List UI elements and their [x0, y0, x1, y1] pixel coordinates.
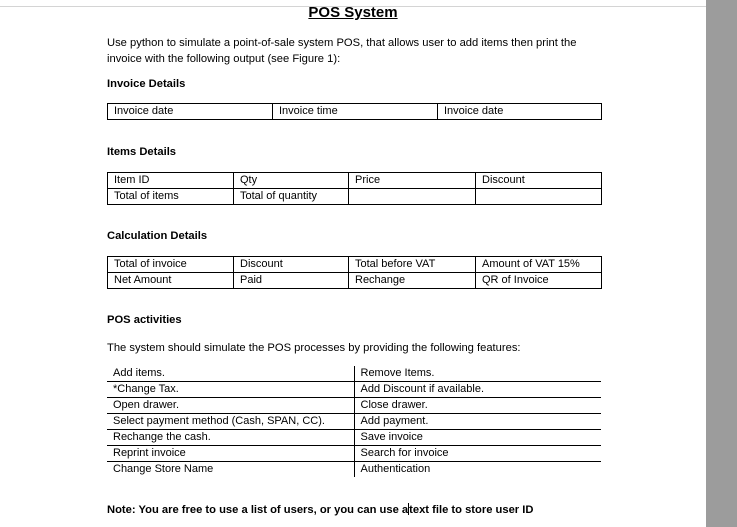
- intro-line-1: Use python to simulate a point-of-sale system POS, that allows user to add items then print the: [107, 37, 577, 49]
- table-cell: Invoice time: [273, 104, 438, 120]
- feature-cell: Reprint invoice: [107, 446, 354, 462]
- feature-cell: Open drawer.: [107, 398, 354, 414]
- table-row: [107, 462, 601, 478]
- calculation-details-heading: Calculation Details: [107, 230, 208, 242]
- table-cell: QR of Invoice: [476, 273, 602, 289]
- feature-cell: Authentication: [360, 463, 431, 475]
- table-cell: Paid: [234, 273, 349, 289]
- table-cell: Invoice date: [108, 104, 273, 120]
- note-text-part1: Note: You are free to use a list of users, or you can use a: [107, 504, 409, 516]
- document-title: POS System: [308, 4, 398, 21]
- table-cell: [349, 189, 476, 205]
- table-cell: Price: [349, 173, 476, 189]
- pos-activities-heading: POS activities: [107, 314, 182, 326]
- feature-cell: *Change Tax.: [107, 382, 354, 398]
- table-cell: Invoice date: [438, 104, 602, 120]
- table-row: [108, 104, 602, 120]
- feature-cell: Close drawer.: [354, 398, 601, 414]
- table-cell: Qty: [234, 173, 349, 189]
- table-cell: Total before VAT: [349, 257, 476, 273]
- note-paragraph: [107, 503, 533, 516]
- items-details-heading: Items Details: [107, 146, 177, 158]
- table-row: [107, 446, 601, 462]
- table-row: [108, 273, 602, 289]
- table-row: [108, 173, 602, 189]
- table-row: [107, 366, 601, 382]
- table-cell: Amount of VAT 15%: [476, 257, 602, 273]
- table-cell: Item ID: [108, 173, 234, 189]
- table-cell: Discount: [476, 173, 602, 189]
- table-row: [107, 430, 601, 446]
- table-cell: Net Amount: [108, 273, 234, 289]
- table-cell: [476, 189, 602, 205]
- table-cell: Total of quantity: [234, 189, 349, 205]
- feature-cell: Change Store Name: [107, 462, 354, 478]
- feature-cell: Remove Items.: [354, 366, 601, 382]
- table-cell: Total of invoice: [108, 257, 234, 273]
- intro-line-2: invoice with the following output (see Figure 1):: [107, 53, 341, 65]
- table-cell: Rechange: [349, 273, 476, 289]
- invoice-details-heading: Invoice Details: [107, 78, 186, 90]
- feature-cell: Add items.: [107, 366, 354, 382]
- invoice-details-table: [107, 103, 602, 120]
- table-row: [107, 382, 601, 398]
- feature-cell: Save invoice: [354, 430, 601, 446]
- feature-cell: Rechange the cash.: [107, 430, 354, 446]
- table-cell: Discount: [234, 257, 349, 273]
- items-details-table: [107, 172, 602, 205]
- table-row: [108, 257, 602, 273]
- note-text-part2: text file to store user ID: [409, 504, 534, 516]
- pos-features-table: [107, 366, 601, 477]
- calculation-details-table: [107, 256, 602, 289]
- feature-cell: Select payment method (Cash, SPAN, CC).: [107, 414, 354, 430]
- viewer-gutter: [706, 0, 737, 527]
- table-cell: Total of items: [108, 189, 234, 205]
- feature-cell: Add Discount if available.: [354, 382, 601, 398]
- table-row: [107, 398, 601, 414]
- table-row: [107, 414, 601, 430]
- table-row: [108, 189, 602, 205]
- feature-cell: Search for invoice: [354, 446, 601, 462]
- feature-cell: Add payment.: [354, 414, 601, 430]
- pos-activities-intro: The system should simulate the POS processes by providing the following features:: [107, 342, 521, 354]
